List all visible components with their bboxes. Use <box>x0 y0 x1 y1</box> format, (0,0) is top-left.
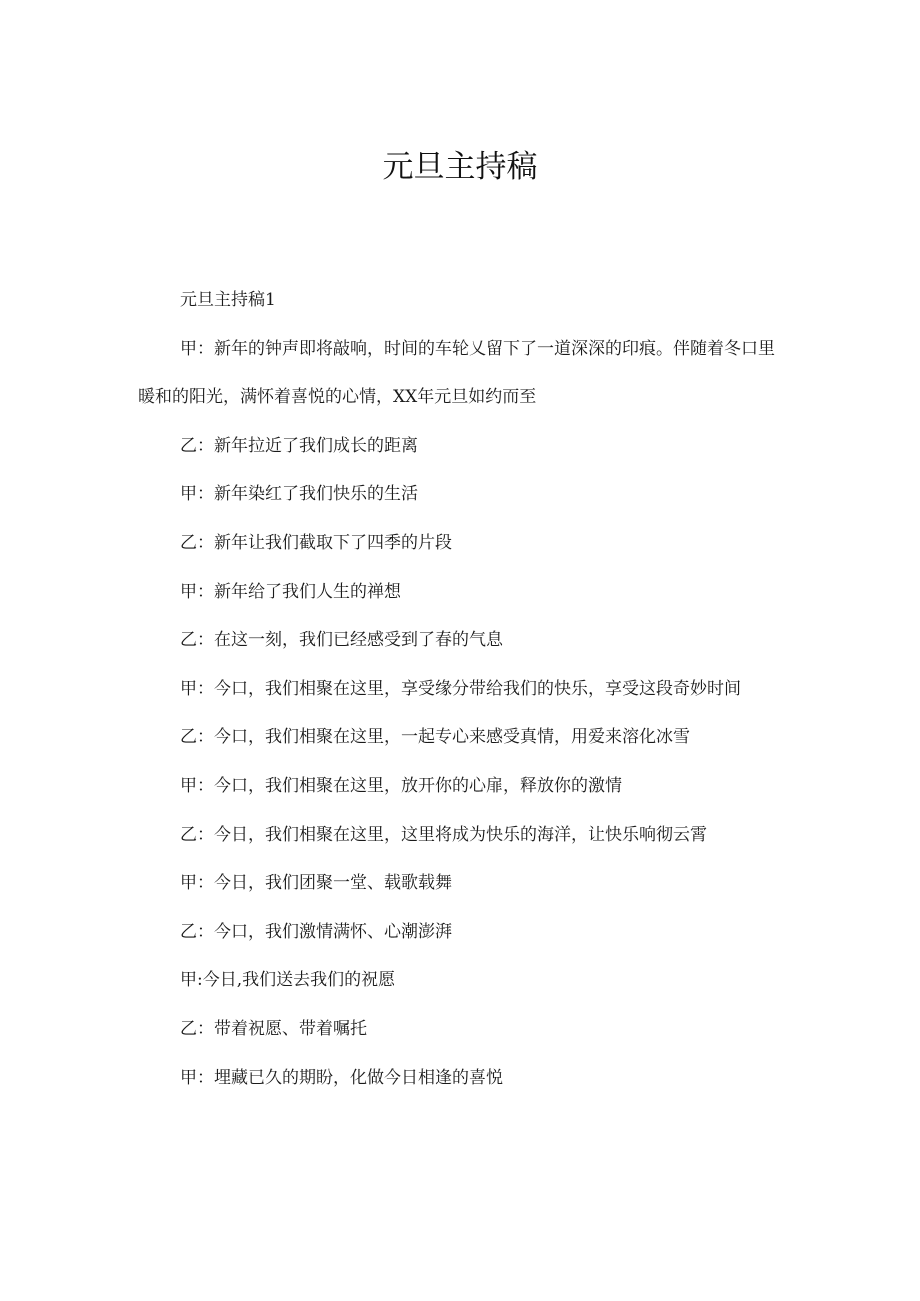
dialogue-line: 乙：今口，我们激情满怀、心潮澎湃 <box>180 921 452 942</box>
dialogue-line: 乙：在这一刻，我们已经感受到了春的气息 <box>180 630 503 651</box>
dialogue-line: 乙：今口，我们相聚在这里，一起专心来感受真情，用爱来溶化冰雪 <box>180 727 690 748</box>
document-body <box>138 276 782 1102</box>
document-title: 元旦主持稿 <box>382 149 538 185</box>
dialogue-line: 甲：埋藏已久的期盼，化做今日相逢的喜悦 <box>180 1067 503 1088</box>
dialogue-line: 甲：今口，我们相聚在这里，放开你的心扉，释放你的激情 <box>180 775 622 796</box>
dialogue-line: 乙：今日，我们相聚在这里，这里将成为快乐的海洋，让快乐响彻云霄 <box>180 824 707 845</box>
dialogue-line: 甲：新年染红了我们快乐的生活 <box>180 484 418 505</box>
dialogue-line: 甲：今日，我们团聚一堂、载歌载舞 <box>180 873 452 894</box>
dialogue-line: 甲：新年给了我们人生的禅想 <box>180 581 401 602</box>
dialogue-line: 甲：新年的钟声即将敲响，时间的车轮乂留下了一道深深的印痕。伴随着冬口里暖和的阳光，满怀着喜悦的心情，XX年元旦如约而至 <box>138 338 775 408</box>
dialogue-line: 甲：今口，我们相聚在这里，享受缘分带给我们的快乐，享受这段奇妙时间 <box>180 678 741 699</box>
dialogue-line: 乙：新年拉近了我们成长的距离 <box>180 435 418 456</box>
dialogue-line: 乙：带着祝愿、带着嘱托 <box>180 1018 367 1039</box>
dialogue-line: 乙：新年让我们截取下了四季的片段 <box>180 532 452 553</box>
section-heading: 元旦主持稿1 <box>180 290 276 310</box>
dialogue-line: 甲:今日,我们送去我们的祝愿 <box>180 970 396 991</box>
